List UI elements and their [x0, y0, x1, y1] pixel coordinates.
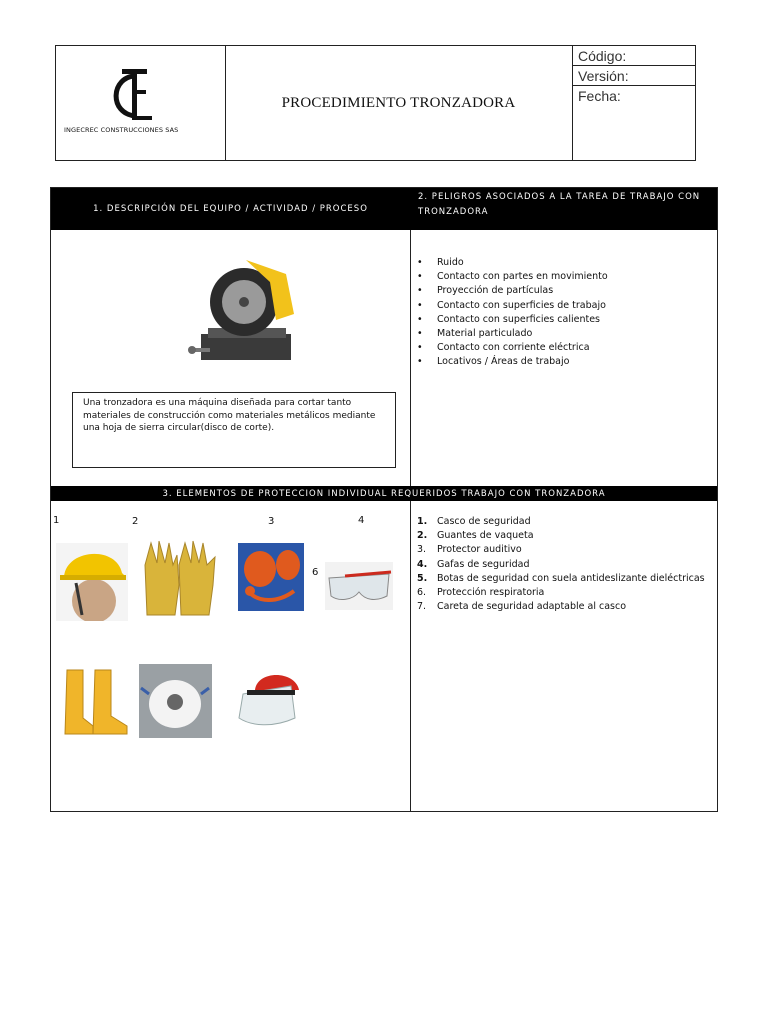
ppe-item	[415, 558, 705, 572]
ppe-item-label: Careta de seguridad adaptable al casco	[437, 601, 627, 613]
ppe-item-label: Protección respiratoria	[437, 587, 545, 599]
respirator-image	[139, 664, 212, 738]
section3-heading: 3. ELEMENTOS DE PROTECCION INDIVIDUAL REQUERIDOS TRABAJO CON TRONZADORA	[51, 486, 717, 501]
ppe-item	[415, 572, 705, 586]
procedure-table	[50, 187, 718, 812]
ppe-item-number: 3.	[417, 544, 427, 556]
ppe-item	[415, 543, 705, 557]
ppe-item-label: Gafas de seguridad	[437, 558, 530, 570]
hazard-item: • Contacto con superficies calientes	[415, 313, 608, 327]
hazard-item: • Proyección de partículas	[415, 284, 608, 298]
leather-gloves-image	[139, 535, 223, 621]
ppe-item	[415, 586, 705, 600]
ppe-item-label: Guantes de vaqueta	[437, 530, 534, 542]
hazard-item: • Contacto con partes en movimiento	[415, 270, 608, 284]
safety-glasses-image	[325, 562, 393, 610]
column-divider-top	[410, 230, 411, 486]
ppe-item-number: 1.	[417, 516, 428, 527]
column-divider-bottom	[410, 501, 411, 811]
hazard-item: • Locativos / Áreas de trabajo	[415, 355, 608, 369]
image-number: 1	[53, 515, 60, 526]
version-label: Versión:	[572, 66, 695, 86]
section1-heading: 1. DESCRIPCIÓN DEL EQUIPO / ACTIVIDAD / PROCESO	[51, 188, 410, 230]
date-label: Fecha:	[578, 88, 621, 104]
ppe-item-label: Casco de seguridad	[437, 516, 531, 527]
section2-heading: 2. PELIGROS ASOCIADOS A LA TAREA DE TRABAJO CON TRONZADORA	[410, 188, 717, 230]
company-logo	[56, 46, 225, 160]
ppe-item	[415, 600, 705, 614]
ppe-item-number: 6.	[417, 587, 427, 599]
document-title: PROCEDIMIENTO TRONZADORA	[281, 94, 516, 111]
ppe-item	[415, 515, 705, 529]
hazard-item: • Ruido	[415, 256, 608, 270]
image-number: 3	[268, 516, 275, 527]
image-number: 4	[358, 515, 365, 526]
ppe-item-label: Botas de seguridad con suela antideslizante dieléctricas	[437, 572, 705, 584]
hazard-item: • Contacto con corriente eléctrica	[415, 341, 608, 355]
ppe-item-label: Protector auditivo	[437, 544, 522, 556]
ppe-item-number: 7.	[417, 601, 427, 613]
document-header	[55, 45, 696, 161]
face-shield-image	[233, 666, 303, 732]
safety-helmet-image	[56, 543, 128, 621]
cutoff-saw-image	[186, 254, 301, 374]
image-number: 6	[312, 567, 319, 578]
ppe-item-number: 4.	[417, 558, 428, 570]
hazard-item: • Contacto con superficies de trabajo	[415, 299, 608, 313]
ppe-list	[415, 515, 705, 614]
title-cell	[225, 46, 573, 160]
logo-cell	[56, 46, 226, 160]
equipment-description: Una tronzadora es una máquina diseñada para cortar tanto materiales de construcción como materiales metálicos mediante una hoja de sierra circular(disco de corte).	[72, 392, 396, 468]
ppe-item-number: 5.	[417, 572, 428, 584]
meta-cell	[572, 46, 695, 160]
ppe-item-number: 2.	[417, 530, 428, 542]
image-number: 2	[132, 516, 139, 527]
hazard-item: • Material particulado	[415, 327, 608, 341]
hazard-list	[415, 256, 608, 370]
code-label: Código:	[572, 46, 695, 66]
hearing-protector-image	[238, 543, 304, 611]
company-name: INGECREC CONSTRUCCIONES SAS	[64, 126, 179, 134]
ppe-item	[415, 529, 705, 543]
safety-boots-image	[59, 662, 131, 740]
